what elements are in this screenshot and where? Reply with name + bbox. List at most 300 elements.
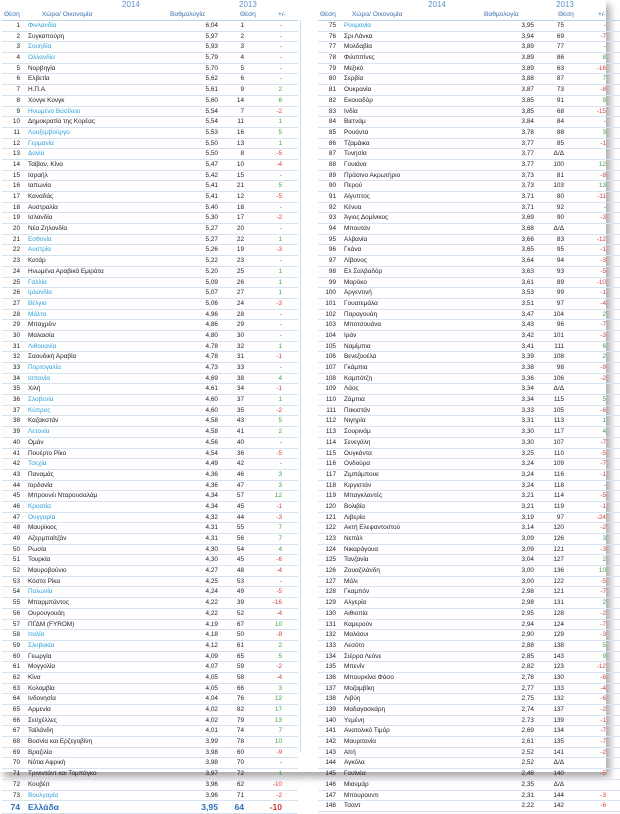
rank-cell: 120 [325, 502, 336, 510]
rank-2013-cell: 135 [553, 738, 564, 746]
table-row [318, 149, 620, 160]
country-cell: Βενεζουέλα [344, 353, 377, 361]
country-cell: Λιθουανία [28, 342, 57, 350]
rank-cell: 42 [12, 460, 20, 468]
score-cell: 2,48 [521, 770, 534, 778]
change-cell: -2 [276, 107, 282, 115]
rank-2013-cell: 52 [236, 609, 244, 617]
table-row [2, 139, 298, 150]
rank-2013-cell: 78 [236, 738, 244, 746]
score-cell: 3,34 [521, 385, 534, 393]
table-row [318, 416, 620, 427]
rank-cell: 4 [16, 54, 20, 62]
score-cell: 2,82 [521, 663, 534, 671]
rank-2013-cell: 140 [553, 770, 564, 778]
country-cell: Αγκόλα [344, 759, 365, 767]
table-row [318, 748, 620, 759]
rank-cell: 24 [12, 267, 20, 275]
rank-2013-cell: 74 [236, 727, 244, 735]
score-cell: 4,01 [205, 727, 218, 735]
score-cell: 3,61 [521, 278, 534, 286]
rank-2013-cell: 67 [236, 620, 244, 628]
country-cell: Αυστρία [28, 246, 51, 254]
right-header-row [318, 9, 620, 21]
country-cell: Μπαχρέιν [28, 321, 56, 329]
rank-cell: 72 [12, 780, 20, 788]
score-cell: 3,24 [521, 481, 534, 489]
country-cell: Τρινιντάντ και Τομπάγκο [28, 770, 97, 778]
country-cell: Ιορδανία [28, 481, 53, 489]
change-cell: - [279, 32, 282, 40]
right-table-body [318, 21, 620, 812]
table-row [318, 587, 620, 598]
rank-cell: 76 [328, 32, 336, 40]
score-cell: 3,19 [521, 513, 534, 521]
change-cell: -7 [600, 588, 606, 596]
score-cell: 5,53 [205, 128, 218, 136]
table-row [2, 684, 298, 695]
table-row [2, 267, 298, 278]
country-cell: Κροατία [28, 502, 51, 510]
rank-2013-cell: 108 [553, 353, 564, 361]
table-row [2, 491, 298, 502]
score-cell: 3,85 [521, 96, 534, 104]
rank-cell: 93 [328, 214, 336, 222]
table-row [2, 160, 298, 171]
rank-cell: 55 [12, 599, 20, 607]
change-cell: 12 [274, 695, 282, 703]
score-cell: 2,31 [521, 791, 534, 799]
country-cell: Νεπάλ [344, 535, 363, 542]
rank-2013-cell: 84 [556, 118, 564, 126]
change-cell: -10 [269, 802, 282, 813]
rank-2013-cell: 13 [236, 139, 244, 147]
table-row [2, 641, 298, 652]
change-cell: -9 [600, 364, 606, 371]
rank-cell: 44 [12, 481, 20, 489]
change-cell: 5 [278, 652, 282, 660]
country-cell: Γουϊνέα [344, 770, 366, 778]
score-cell: 3,51 [521, 299, 534, 307]
change-cell: - [279, 171, 282, 179]
change-cell: - [279, 438, 282, 446]
table-row [2, 128, 298, 139]
country-cell: Σεϋχέλλες [28, 716, 57, 724]
score-cell: 3,09 [521, 545, 534, 553]
table-row [318, 459, 620, 470]
score-cell: 2,74 [521, 706, 534, 713]
country-cell: Βιετνάμ [344, 118, 366, 126]
rank-cell: 78 [328, 54, 336, 62]
change-cell: -5 [276, 449, 282, 457]
rank-cell: 108 [325, 374, 336, 382]
country-cell: Ακτή Ελεφαντοστού [344, 524, 401, 532]
table-row [318, 662, 620, 673]
rank-cell: 37 [12, 406, 20, 414]
table-row [318, 256, 620, 267]
rank-cell: 1 [16, 22, 20, 29]
score-cell: 5,20 [205, 267, 218, 275]
rank-cell: 102 [325, 310, 336, 318]
table-row [318, 267, 620, 278]
rank-2013-cell: 63 [556, 64, 564, 72]
rank-2013-cell: 129 [553, 631, 564, 639]
country-cell: Μοζαμβίκη [344, 684, 375, 692]
change-cell: 1 [278, 118, 282, 126]
change-cell: -10 [272, 780, 282, 788]
country-cell: Ολλανδία [28, 54, 55, 62]
rank-cell: 11 [13, 128, 20, 136]
rank-cell: 138 [325, 695, 336, 703]
score-cell: 3,98 [205, 759, 218, 767]
table-row [318, 320, 620, 331]
rank-cell: 90 [328, 182, 336, 190]
country-cell: Μποτσουάνα [344, 321, 382, 329]
rank-cell: 109 [325, 385, 336, 393]
country-cell: Νιγηρία [344, 417, 366, 425]
rank-cell: 134 [325, 652, 336, 660]
rank-2013-cell: 123 [553, 663, 564, 671]
rank-2013-cell: 77 [556, 43, 564, 51]
change-cell: - [279, 75, 282, 83]
table-row [2, 459, 298, 470]
rank-2013-cell: 17 [236, 214, 244, 222]
rank-2013-cell: 45 [236, 502, 244, 510]
rank-2013-cell: 138 [553, 641, 564, 649]
rank-2013-cell: 115 [553, 396, 564, 404]
rank-cell: 136 [325, 673, 336, 681]
rank-cell: 106 [325, 353, 336, 361]
rank-cell: 113 [325, 428, 336, 436]
country-cell: Τζαμάικα [344, 139, 370, 147]
rank-cell: 52 [12, 567, 20, 575]
rank-2013-cell: 71 [236, 791, 244, 799]
score-cell: 2,90 [521, 631, 534, 639]
rank-2013-cell: 64 [234, 802, 244, 813]
rank-2013-cell: 87 [556, 75, 564, 83]
table-row [318, 620, 620, 631]
table-row [2, 171, 298, 182]
table-row [318, 384, 620, 395]
rank-2013-cell: 127 [553, 556, 564, 564]
rank-2013-cell: 42 [236, 460, 244, 468]
rank-2013-cell: 15 [236, 171, 244, 179]
table-row [318, 726, 620, 737]
change-cell: 9 [602, 96, 606, 104]
table-row [318, 481, 620, 492]
table-row [2, 534, 298, 545]
country-cell: Βραζιλία [28, 748, 53, 756]
rank-cell: 40 [12, 438, 20, 446]
score-cell: 3,47 [521, 310, 534, 318]
table-row [318, 310, 620, 321]
rank-2013-cell: 107 [553, 438, 564, 446]
table-row [2, 780, 298, 791]
score-cell: 5,62 [205, 75, 218, 83]
table-row [318, 342, 620, 353]
country-cell: Μεξικό [344, 64, 364, 72]
change-cell: -7 [600, 438, 606, 446]
score-cell: 4,73 [205, 364, 218, 371]
table-row [2, 406, 298, 417]
change-cell: -7 [600, 620, 606, 628]
score-cell: 3,64 [521, 257, 534, 265]
rank-cell: 23 [12, 257, 20, 265]
rank-cell: 41 [12, 449, 20, 457]
change-cell: -2 [276, 406, 282, 414]
rank-2013-cell: 118 [553, 481, 564, 489]
rank-2013-cell: 6 [240, 75, 244, 83]
rank-cell: 144 [325, 759, 336, 767]
table-row [2, 609, 298, 620]
rank-2013-cell: 91 [556, 96, 564, 104]
rank-2013-cell: 92 [556, 203, 564, 211]
rank-cell: 22 [12, 246, 20, 254]
year-2014-label-right: 2014 [428, 0, 446, 9]
change-cell: -2 [600, 524, 606, 532]
table-row [2, 416, 298, 427]
country-cell: Μπενίν [344, 663, 365, 671]
rank-2013-cell: 79 [236, 716, 244, 724]
rank-cell: 14 [12, 160, 20, 168]
country-cell: Τυνησία [344, 150, 367, 158]
rank-cell: 79 [328, 64, 336, 72]
rank-cell: 126 [325, 567, 336, 575]
change-cell: - [279, 310, 282, 318]
country-cell: Ρωσία [28, 545, 47, 553]
country-cell: Ιρλανδία [28, 289, 52, 297]
table-row [318, 32, 620, 43]
score-cell: 4,25 [205, 577, 218, 585]
country-cell: Σαουδική Αραβία [28, 353, 77, 361]
score-cell: 3,39 [521, 353, 534, 361]
rank-2013-cell: 97 [556, 299, 564, 307]
table-row [2, 192, 298, 203]
table-row [318, 160, 620, 171]
table-row [318, 758, 620, 769]
country-cell: ΠΓΔΜ (FYROM) [28, 620, 75, 628]
table-row [2, 74, 298, 85]
table-row [318, 566, 620, 577]
country-cell: Καμερούν [344, 620, 373, 628]
table-row [318, 577, 620, 588]
score-cell: 3,87 [521, 86, 534, 94]
country-cell: Παραγουάη [344, 310, 378, 318]
score-cell: 6,04 [205, 22, 218, 29]
country-cell: Ιαπωνία [28, 182, 52, 190]
rank-2013-cell: 93 [556, 267, 564, 275]
table-row [2, 694, 298, 705]
rank-cell: 129 [325, 599, 336, 607]
country-cell: Γαλλία [28, 278, 47, 286]
table-row [2, 652, 298, 663]
diff-header-right: +/- [598, 11, 606, 18]
rank-cell: 88 [328, 160, 336, 168]
score-cell: 2,52 [521, 759, 534, 767]
country-cell: Κουβέιτ [28, 780, 50, 788]
rank-2013-cell: 35 [236, 406, 244, 414]
rank-cell: 18 [12, 203, 20, 211]
score-cell: 3,14 [521, 524, 534, 532]
score-cell: 5,09 [205, 278, 218, 286]
country-cell: Πολωνία [28, 588, 53, 596]
score-header: Βαθμολογία [170, 11, 205, 18]
country-cell: Αλβανία [344, 235, 368, 243]
change-cell: -1 [600, 470, 606, 478]
change-cell: -16 [596, 64, 606, 72]
table-row [318, 630, 620, 641]
change-cell: 6 [278, 96, 282, 104]
score-cell: 3,00 [521, 577, 534, 585]
rank-cell: 49 [12, 535, 20, 542]
country-cell: Ελ Σαλβαδόρ [344, 267, 383, 275]
score-cell: 3,25 [521, 449, 534, 457]
table-row [318, 716, 620, 727]
table-row [318, 139, 620, 150]
change-cell: -3 [600, 545, 606, 553]
score-cell: 3,21 [521, 492, 534, 500]
rank-2013-cell: 105 [553, 406, 564, 414]
rank-cell: 77 [328, 43, 336, 51]
country-cell: Πράσινο Ακρωτήριο [344, 171, 401, 179]
table-row-greece [2, 801, 298, 814]
score-cell: 4,19 [205, 620, 218, 628]
rank-2013-cell: Δ/Δ [553, 225, 564, 233]
rank-2013-cell: 32 [236, 342, 244, 350]
score-cell: 4,09 [205, 652, 218, 660]
country-cell: Ουγκάντα [344, 449, 372, 457]
rank-cell: 67 [12, 727, 20, 735]
score-cell: 5,22 [205, 257, 218, 265]
left-header-row [2, 9, 298, 21]
rank-cell: 124 [325, 545, 336, 553]
diff-header: +/- [278, 11, 286, 18]
table-row [2, 278, 298, 289]
score-cell: 2,88 [521, 641, 534, 649]
table-row [318, 534, 620, 545]
country-cell: Γουιάνα [344, 160, 367, 168]
table-row [318, 213, 620, 224]
change-cell: -15 [596, 107, 606, 115]
change-cell: -8 [276, 631, 282, 639]
score-cell: 3,63 [521, 267, 534, 275]
table-row [2, 577, 298, 588]
rank-2013-cell: 43 [236, 417, 244, 425]
score-cell: 4,12 [205, 641, 218, 649]
rank-2013-cell: Δ/Δ [553, 780, 564, 788]
rank-cell: 142 [325, 738, 336, 746]
rank-2013-cell: 46 [236, 470, 244, 478]
change-cell: 1 [278, 396, 282, 404]
change-cell: -7 [600, 460, 606, 468]
country-cell: Κένυα [344, 203, 362, 211]
table-row [318, 192, 620, 203]
country-cell: Περού [344, 182, 363, 190]
change-cell: 1 [278, 235, 282, 243]
country-cell: Νορβηγία [28, 64, 56, 72]
table-row [2, 705, 298, 716]
rank-2013-cell: 47 [236, 481, 244, 489]
rank-2013-cell: 53 [236, 577, 244, 585]
table-row [318, 352, 620, 363]
change-cell: 1 [278, 278, 282, 286]
country-cell: Σουηδία [28, 43, 52, 51]
change-cell: -6 [276, 556, 282, 564]
rank-2013-cell: 14 [236, 96, 244, 104]
rank-cell: 62 [12, 673, 20, 681]
score-cell: 3,43 [521, 321, 534, 329]
rank-cell: 45 [12, 492, 20, 500]
column-divider [300, 20, 301, 752]
rank-2013-cell: 56 [236, 535, 244, 542]
country-cell: Βουλγαρία [28, 791, 59, 799]
score-cell: 3,42 [521, 331, 534, 339]
table-row [318, 598, 620, 609]
country-cell: Χιλή [28, 385, 41, 393]
change-cell: -1 [600, 716, 606, 724]
table-row [318, 181, 620, 192]
change-cell: 10 [598, 567, 606, 575]
change-cell: - [279, 257, 282, 265]
table-row [2, 523, 298, 534]
change-cell: -7 [600, 738, 606, 746]
change-cell: -6 [600, 695, 606, 703]
country-cell: Ζάμπια [344, 396, 365, 404]
change-cell: -2 [600, 609, 606, 617]
country-cell: Εσθονία [28, 235, 52, 243]
score-cell: 2,35 [521, 780, 534, 788]
rank-cell: 31 [12, 342, 20, 350]
country-cell: Ηνωμένα Αραβικά Εμιράτα [28, 267, 104, 275]
change-cell: 2 [278, 428, 282, 436]
rank-2013-cell: 37 [236, 396, 244, 404]
score-cell: 4,69 [205, 374, 218, 382]
table-row [2, 64, 298, 75]
country-cell: Τσαντ [344, 802, 361, 810]
rank-2013-cell: 136 [553, 567, 564, 575]
score-cell: 2,75 [521, 695, 534, 703]
table-row [2, 726, 298, 737]
rank-2013-cell: 126 [553, 535, 564, 542]
change-cell: 3 [278, 481, 282, 489]
rank-cell: 56 [12, 609, 20, 617]
rank-2013-cell: Δ/Δ [553, 150, 564, 158]
rank-2013-cell: 90 [556, 214, 564, 222]
score-cell: 3,09 [521, 535, 534, 542]
change-cell: -6 [600, 802, 606, 810]
rank-2013-cell: 31 [236, 353, 244, 361]
score-cell: 4,05 [205, 673, 218, 681]
table-row [2, 598, 298, 609]
country-cell: Λετονία [28, 428, 50, 436]
rank-cell: 141 [325, 727, 336, 735]
score-cell: 3,95 [201, 802, 218, 813]
rank-header-right: Θέση [320, 11, 336, 18]
score-cell: 3,34 [521, 396, 534, 404]
rank-2013-cell: 121 [553, 588, 564, 596]
country-cell: Κύπρος [28, 406, 51, 414]
table-row [318, 427, 620, 438]
rank-cell: 97 [328, 257, 336, 265]
rank-2013-cell: 82 [236, 706, 244, 713]
rank-cell: 33 [12, 364, 20, 371]
table-row [318, 374, 620, 385]
country-cell: Λιβύη [344, 695, 361, 703]
score-cell: 3,65 [521, 246, 534, 254]
country-cell: Σλοβακία [28, 641, 55, 649]
change-cell: 9 [602, 652, 606, 660]
change-cell: 5 [278, 128, 282, 136]
